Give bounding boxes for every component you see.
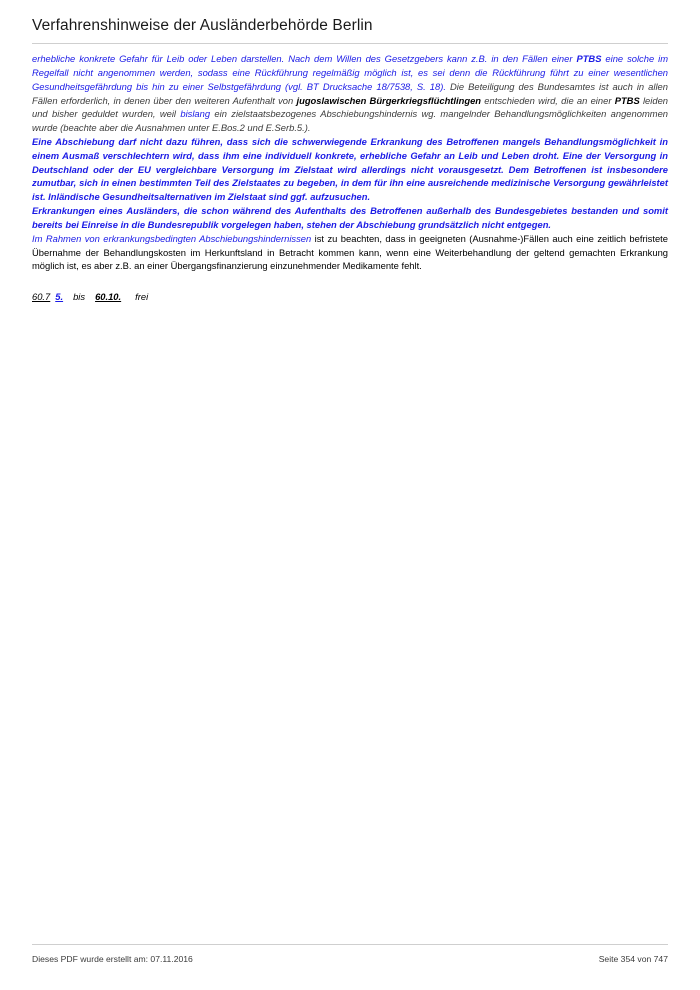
paragraph-4-text-blue: Im Rahmen von erkrankungsbedingten Abschiebungshindernissen bbox=[32, 232, 312, 244]
paragraph-1-text-e: leiden und bisher geduldet wurden, weil bbox=[32, 94, 668, 120]
paragraph-1-text-f: ein zielstaatsbezogenes Abschiebungshindernis wg. mangelnder Behandlungsmöglichkeiten angenommen wurde (beachte aber die Ausnahmen unter E.Bos.2 und E.Serb.5.). bbox=[32, 108, 668, 134]
section-to: 60.10. bbox=[95, 291, 122, 303]
paragraph-3-text: Erkrankungen eines Ausländers, die schon während des Aufenthalts des Betroffenen außerhalb des Bundesgebietes bestanden und somit bereits bei Einreise in die Bundesrepublik vorgelegen haben, stehen der Abschiebung grundsätzlich nicht entgegen. bbox=[32, 205, 668, 230]
paragraph-2 bbox=[32, 135, 668, 204]
section-status: frei bbox=[135, 291, 149, 303]
document-footer bbox=[0, 944, 700, 990]
term-ptbs-2: PTBS bbox=[614, 94, 640, 106]
paragraph-2-text: Eine Abschiebung darf nicht dazu führen, dass sich die schwerwiegende Erkrankung des Betroffenen mangels Behandlungsmöglichkeit in einem Ausmaß verschlechtern wird, dass ihm eine individuell konkrete, erhebliche Gefahr an Leib und Leben droht. Eine der Versorgung in Deutschland oder der EU vergleichbare Versorgung im Zielstaat wird allerdings nicht vorausgesetzt. Dem Betroffenen ist insbesondere zumutbar, sich in einen bestimmten Teil des Zielstaates zu begeben, in dem für ihn eine ausreichende medizinische Versorgung gewährleistet ist. Inländische Gesundheitsalternativen im Zielstaat sind ggf. aufzusuchen. bbox=[32, 136, 668, 203]
document-header bbox=[0, 0, 700, 44]
paragraph-4 bbox=[32, 232, 668, 273]
term-bislang: bislang bbox=[180, 108, 211, 120]
paragraph-1-text-b: eine solche im Regelfall nicht angenommen werden, sodass eine Rückführung regelmäßig möglich ist, es sei denn die Rückführung führt zu einer wesentlichen Gesundheitsgefährdung bis hin zu einer Selbstgefährdung (vgl. BT Drucksache 18/7538, S. 18). bbox=[32, 53, 669, 92]
footer-created-date: Dieses PDF wurde erstellt am: 07.11.2016 bbox=[32, 954, 193, 964]
section-reference bbox=[32, 291, 668, 302]
paragraph-1-text-a: erhebliche konkrete Gefahr für Leib oder Leben darstellen. Nach dem Willen des Gesetzgebers kann z.B. in den Fällen einer bbox=[32, 53, 577, 65]
paragraph-4-text-black: ist zu beachten, dass in geeigneten (Ausnahme-)Fällen auch eine zeitlich befristete Übernahme der Behandlungskosten im Herkunftsland in Betracht kommen kann, wenn eine Weiterbehandlung der geltend gemachten Erkrankung möglich ist, es aber z.B. an einer Übergangsfinanzierung einzunehmender Medikamente fehlt. bbox=[32, 232, 668, 272]
paragraph-1-text-d: entschieden wird, die an einer bbox=[481, 94, 615, 106]
section-from: 60.7 bbox=[32, 291, 51, 303]
section-subitem: 5. bbox=[55, 291, 64, 303]
term-ptbs-1: PTBS bbox=[576, 53, 602, 65]
footer-row bbox=[32, 945, 668, 964]
footer-page-number: Seite 354 von 747 bbox=[598, 954, 668, 964]
paragraph-1-text-c: Die Beteiligung des Bundesamtes ist auch in allen Fällen erforderlich, in denen über den weiteren Aufenthalt von bbox=[32, 80, 668, 106]
term-jugoslawische-fluechtlinge: jugoslawischen Bürgerkriegsflüchtlingen bbox=[296, 94, 482, 106]
paragraph-1 bbox=[32, 52, 668, 135]
document-body bbox=[0, 44, 700, 302]
section-bis-label: bis bbox=[73, 291, 86, 303]
page-title: Verfahrenshinweise der Ausländerbehörde Berlin bbox=[32, 17, 373, 34]
paragraph-3 bbox=[32, 204, 668, 232]
